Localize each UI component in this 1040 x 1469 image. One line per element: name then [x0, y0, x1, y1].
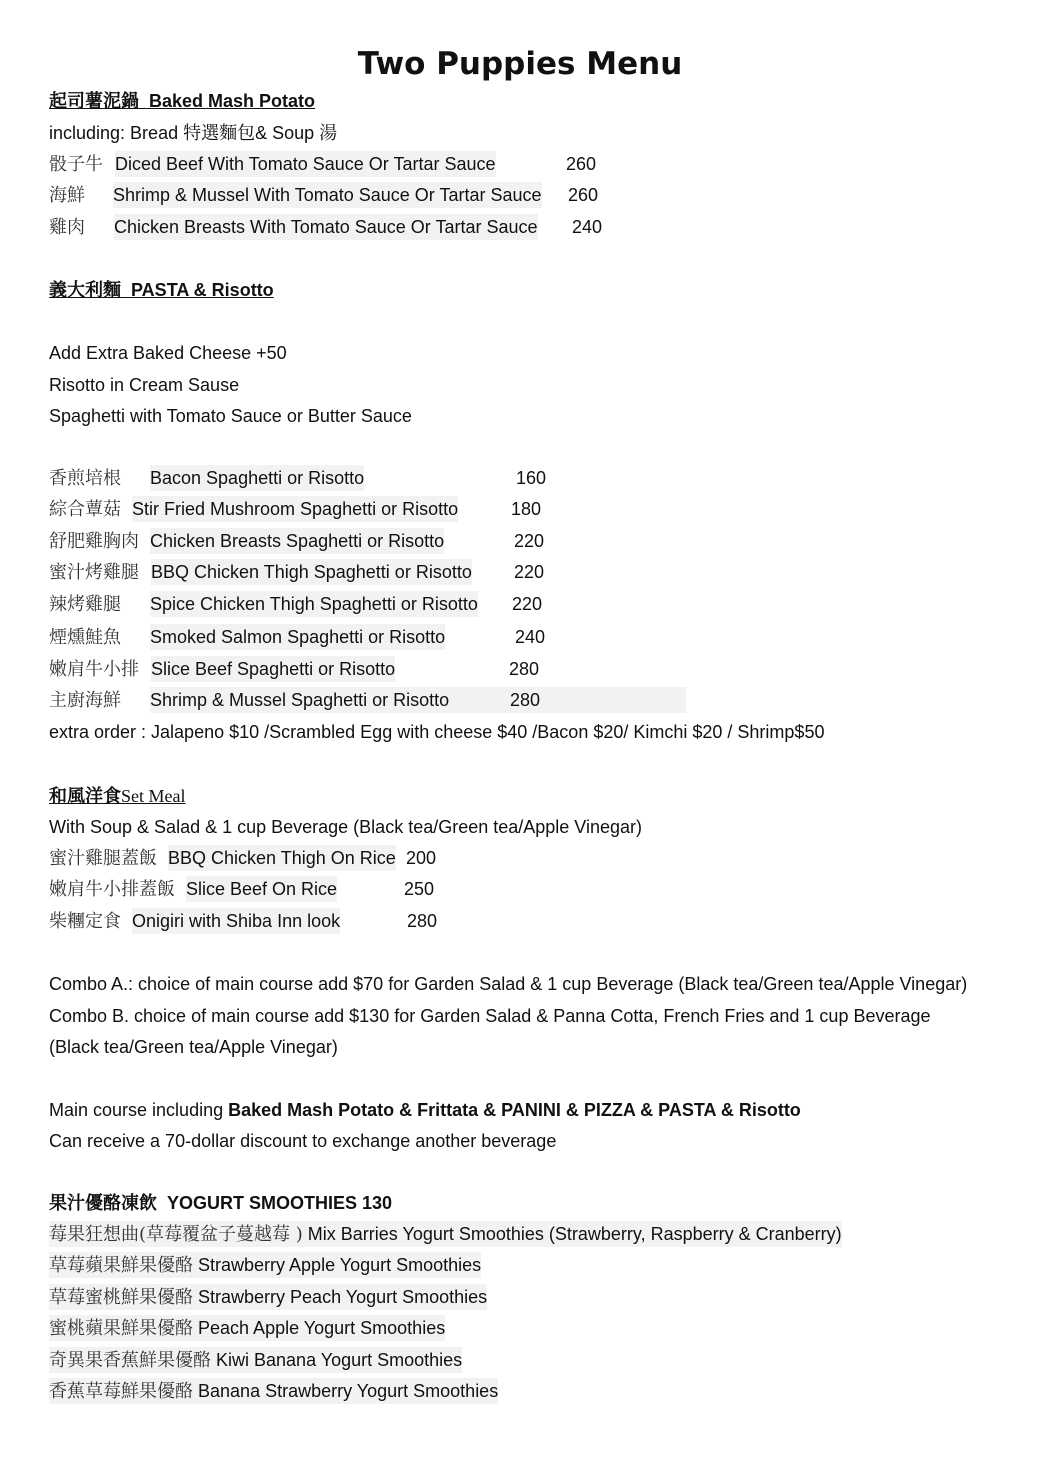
item-zh: 主廚海鮮	[49, 690, 121, 711]
item-zh: 海鮮	[49, 185, 85, 206]
section-heading-setmeal	[49, 783, 186, 809]
item-zh: 舒肥雞胸肉	[49, 531, 139, 552]
heading-en: Set Meal	[121, 786, 186, 806]
section-heading-mash	[49, 88, 315, 114]
smoothie-item	[49, 1221, 842, 1247]
item-en: Spice Chicken Thigh Spaghetti or Risotto	[150, 591, 478, 617]
item-zh: 莓果狂想曲(草莓覆盆子蔓越莓 )	[49, 1224, 303, 1245]
item-en: Slice Beef On Rice	[186, 876, 337, 902]
item-price: 280	[407, 911, 438, 931]
menu-item	[49, 214, 609, 240]
item-price: 260	[568, 185, 599, 205]
item-zh: 香煎培根	[49, 468, 121, 489]
item-zh: 辣烤雞腿	[49, 594, 121, 615]
item-zh: 綜合蕈菇	[49, 499, 121, 520]
smoothie-item	[49, 1347, 462, 1373]
item-price: 240	[515, 627, 546, 647]
item-zh: 香蕉草莓鮮果優酪	[49, 1381, 193, 1402]
menu-item	[49, 559, 569, 585]
menu-item	[49, 624, 569, 650]
heading-zh: 起司薯泥鍋	[49, 91, 139, 112]
menu-item	[49, 151, 609, 177]
discount-note: Can receive a 70-dollar discount to exchange another beverage	[49, 1131, 557, 1151]
item-price: 220	[514, 531, 545, 551]
main-course-note	[49, 1097, 801, 1123]
item-price: 220	[514, 562, 545, 582]
item-zh: 柴糰定食	[49, 911, 121, 932]
item-zh: 草莓蘋果鮮果優酪	[49, 1255, 193, 1276]
item-en: Banana Strawberry Yogurt Smoothies	[198, 1381, 499, 1401]
item-price: 200	[406, 848, 437, 868]
item-zh: 蜜桃蘋果鮮果優酪	[49, 1318, 193, 1339]
item-en: Kiwi Banana Yogurt Smoothies	[216, 1350, 463, 1370]
item-price: 260	[566, 154, 597, 174]
smoothie-item	[49, 1315, 445, 1341]
item-zh: 嫩肩牛小排	[49, 659, 139, 680]
item-en: Shrimp & Mussel Spaghetti or Risotto	[150, 687, 686, 713]
main-course-prefix: Main course including	[49, 1100, 229, 1120]
item-zh: 煙燻鮭魚	[49, 627, 121, 648]
item-zh: 蜜汁雞腿蓋飯	[49, 848, 157, 869]
item-price: 240	[572, 217, 603, 237]
item-price: 280	[509, 659, 540, 679]
menu-item	[49, 656, 569, 682]
item-price: 250	[404, 879, 435, 899]
menu-item	[49, 591, 569, 617]
item-en: Strawberry Apple Yogurt Smoothies	[198, 1255, 482, 1275]
item-en: Diced Beef With Tomato Sauce Or Tartar Sauce	[115, 151, 496, 177]
item-en: Chicken Breasts Spaghetti or Risotto	[150, 528, 444, 554]
pasta-note: Spaghetti with Tomato Sauce or Butter Sauce	[49, 406, 412, 426]
item-en: BBQ Chicken Thigh On Rice	[168, 845, 396, 871]
menu-item	[49, 908, 449, 934]
menu-item	[49, 465, 569, 491]
item-en: Smoked Salmon Spaghetti or Risotto	[150, 624, 445, 650]
smoothie-item	[49, 1252, 481, 1278]
item-en: Bacon Spaghetti or Risotto	[150, 465, 364, 491]
main-course-list: Baked Mash Potato & Frittata & PANINI & PIZZA & PASTA & Risotto	[228, 1100, 801, 1120]
item-zh: 草莓蜜桃鮮果優酪	[49, 1287, 193, 1308]
section-heading-smoothies	[49, 1190, 392, 1216]
section-heading-pasta	[49, 277, 274, 303]
heading-zh: 和風洋食	[49, 786, 121, 806]
heading-en: Baked Mash Potato	[149, 91, 316, 111]
item-en: Slice Beef Spaghetti or Risotto	[151, 656, 395, 682]
setmeal-note: With Soup & Salad & 1 cup Beverage (Black tea/Green tea/Apple Vinegar)	[49, 817, 643, 837]
menu-item	[49, 182, 609, 208]
item-price: 160	[516, 468, 547, 488]
item-en: Peach Apple Yogurt Smoothies	[198, 1318, 446, 1338]
item-price: 220	[512, 594, 543, 614]
combo-b: Combo B. choice of main course add $130 for Garden Salad & Panna Cotta, French Fries and 1 cup Beverage	[49, 1006, 931, 1026]
item-price: 280	[510, 690, 541, 710]
menu-item	[49, 687, 689, 713]
menu-title: Two Puppies Menu	[357, 46, 683, 82]
mash-including: including: Bread 特選麵包& Soup 湯	[49, 123, 338, 143]
pasta-extra: extra order : Jalapeno $10 /Scrambled Egg with cheese $40 /Bacon $20/ Kimchi $20 / Shrimp$50	[49, 722, 825, 742]
smoothie-item	[49, 1284, 487, 1310]
item-zh: 嫩肩牛小排蓋飯	[49, 879, 175, 900]
item-en: Strawberry Peach Yogurt Smoothies	[198, 1287, 488, 1307]
item-en: BBQ Chicken Thigh Spaghetti or Risotto	[151, 559, 472, 585]
item-zh: 奇異果香蕉鮮果優酪	[49, 1350, 211, 1371]
item-en: Stir Fried Mushroom Spaghetti or Risotto	[132, 496, 458, 522]
combo-b-beverage: (Black tea/Green tea/Apple Vinegar)	[49, 1037, 338, 1057]
pasta-note: Risotto in Cream Sause	[49, 375, 240, 395]
smoothie-item	[49, 1378, 498, 1404]
item-price: 180	[511, 499, 542, 519]
menu-item	[49, 528, 569, 554]
menu-item	[49, 845, 449, 871]
item-zh: 蜜汁烤雞腿	[49, 562, 139, 583]
menu-item	[49, 496, 569, 522]
heading-zh: 義大利麵	[49, 280, 121, 301]
item-en: Mix Barries Yogurt Smoothies (Strawberry, Raspberry & Cranberry)	[307, 1224, 842, 1244]
combo-a: Combo A.: choice of main course add $70 for Garden Salad & 1 cup Beverage (Black tea/Green tea/Apple Vinegar)	[49, 974, 968, 994]
item-zh: 骰子牛	[49, 154, 103, 175]
item-en: Onigiri with Shiba Inn look	[132, 908, 340, 934]
heading-zh: 果汁優酪凍飲	[49, 1193, 157, 1214]
heading-en: PASTA & Risotto	[131, 280, 274, 300]
menu-item	[49, 876, 449, 902]
heading-en: YOGURT SMOOTHIES 130	[167, 1193, 393, 1213]
item-zh: 雞肉	[49, 217, 85, 238]
pasta-note: Add Extra Baked Cheese +50	[49, 343, 287, 363]
item-en: Shrimp & Mussel With Tomato Sauce Or Tartar Sauce	[113, 182, 542, 208]
item-en: Chicken Breasts With Tomato Sauce Or Tartar Sauce	[114, 214, 538, 240]
